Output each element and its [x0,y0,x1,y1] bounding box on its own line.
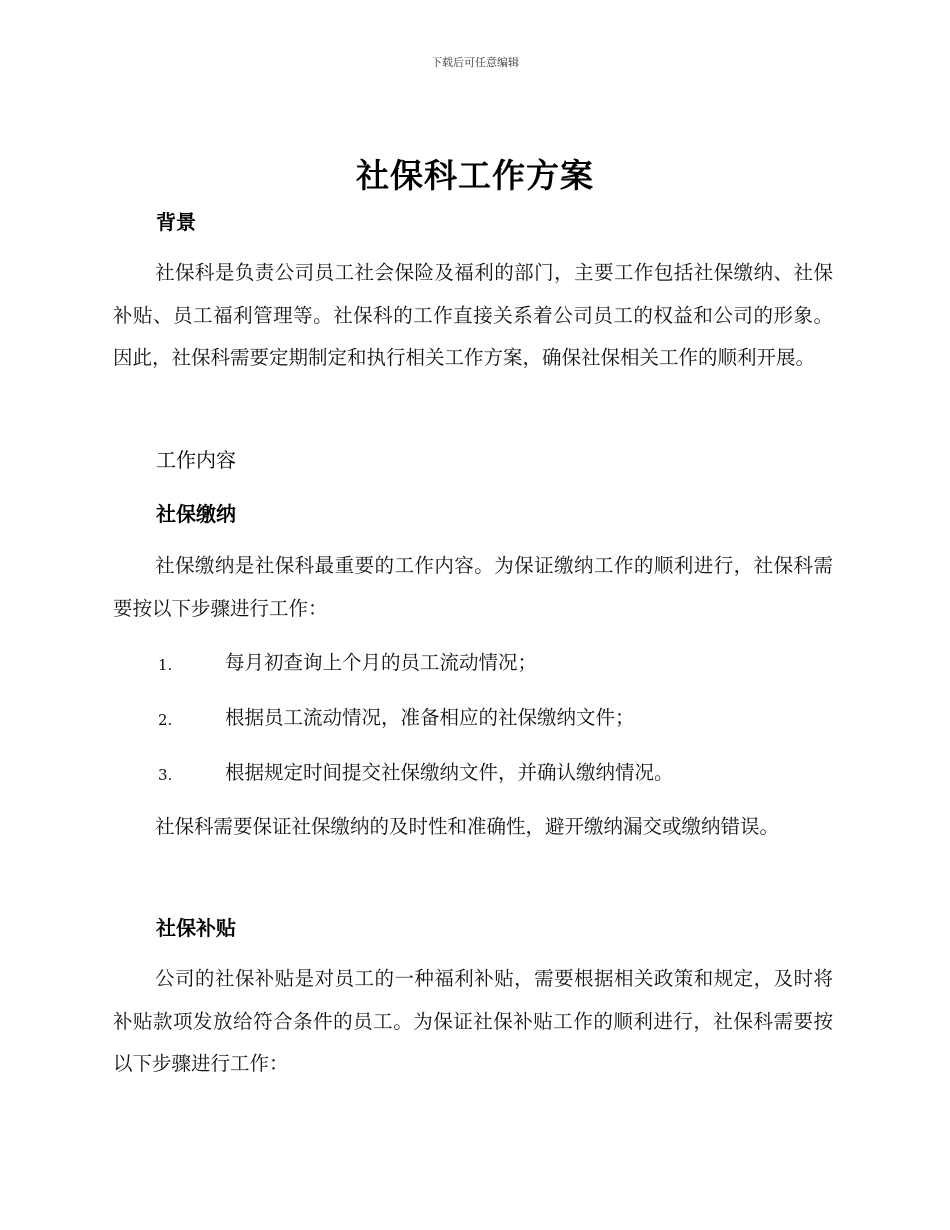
paragraph-subsidy: 公司的社保补贴是对员工的一种福利补贴，需要根据相关政策和规定，及时将补贴款项发放给符合条件的员工。为保证社保补贴工作的顺利进行，社保科需要按以下步骤进行工作： [113,967,833,1075]
list-number: 1. [158,656,173,674]
list-text: 根据规定时间提交社保缴纳文件，并确认缴纳情况。 [225,761,674,784]
header-note: 下载后可任意编辑 [431,56,519,69]
paragraph-background: 社保科是负责公司员工社会保险及福利的部门，主要工作包括社保缴纳、社保补贴、员工福利管理等。社保科的工作直接关系着公司员工的权益和公司的形象。因此，社保科需要定期制定和执行相关工作方案，确保社保相关工作的顺利开展。 [113,261,833,369]
heading-payment: 社保缴纳 [156,502,236,526]
list-text: 每月初查询上个月的员工流动情况； [225,651,538,674]
list-number: 3. [158,766,173,784]
list-text: 根据员工流动情况，准备相应的社保缴纳文件； [225,706,635,729]
list-number: 2. [158,711,173,729]
paragraph-payment-intro: 社保缴纳是社保科最重要的工作内容。为保证缴纳工作的顺利进行，社保科需要按以下步骤进行工作： [113,554,833,620]
heading-background: 背景 [156,210,196,234]
document-title: 社保科工作方案 [356,156,594,195]
paragraph-payment-note: 社保科需要保证社保缴纳的及时性和准确性，避开缴纳漏交或缴纳错误。 [155,815,780,838]
heading-work-content: 工作内容 [156,448,236,472]
heading-subsidy: 社保补贴 [156,916,236,940]
